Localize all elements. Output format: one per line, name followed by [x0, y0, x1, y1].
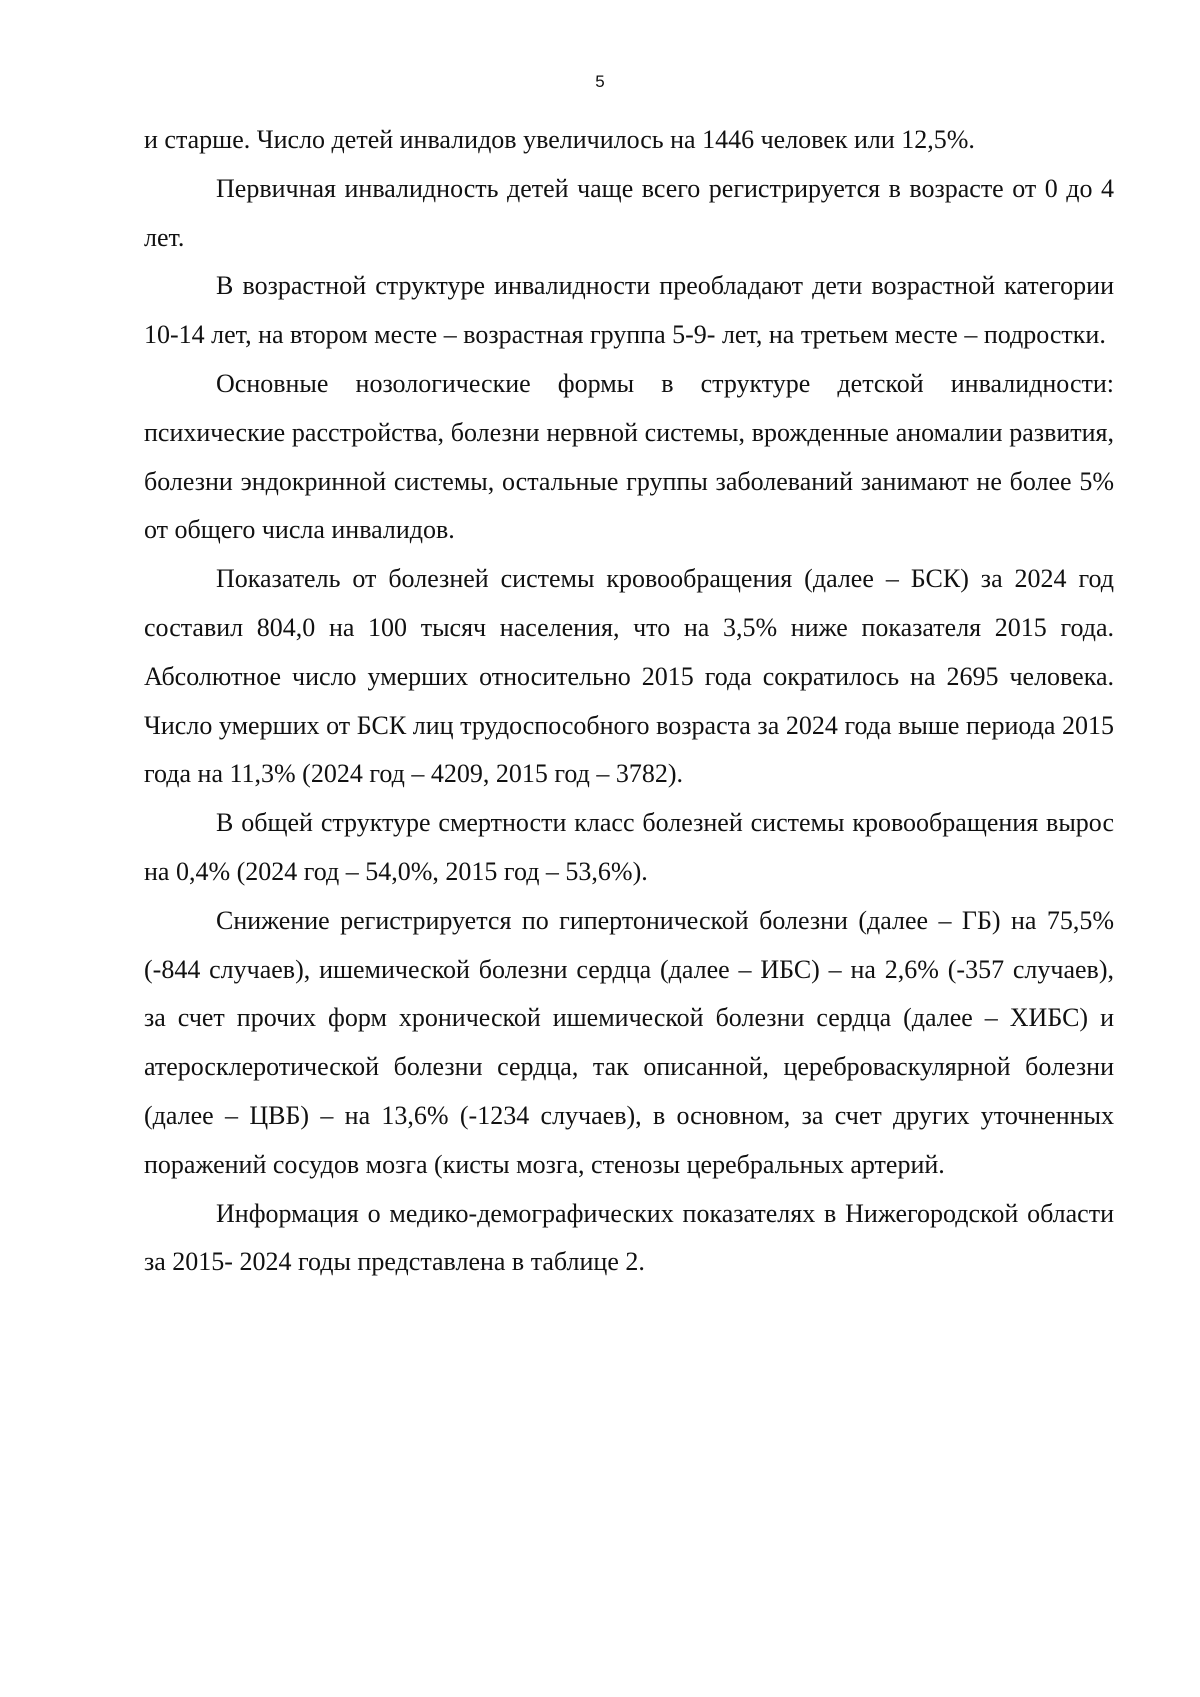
paragraph-disabled-children-count: и старше. Число детей инвалидов увеличилось на 1446 человек или 12,5%.	[144, 125, 975, 154]
paragraph-age-structure: В возрастной структуре инвалидности преобладают дети возрастной категории 10-14 лет, на втором месте – возрастная группа 5-9- лет, на третьем месте – подростки.	[144, 271, 1114, 350]
paragraph-nosological-forms: Основные нозологические формы в структуре детской инвалидности: психические расстройства, болезни нервной системы, врожденные аномалии развития, болезни эндокринной системы, остальные группы заболеваний занимают не более 5% от общего числа инвалидов.	[144, 368, 1114, 545]
page-number: 5	[595, 72, 605, 91]
paragraph-reduction-details: Снижение регистрируется по гипертонической болезни (далее – ГБ) на 75,5% (-844 случаев), ишемической болезни сердца (далее – ИБС) – на 2,6% (-357 случаев), за счет прочих форм хронической ишемической болезни сердца (далее – ХИБС) и атеросклеротической болезни сердца, так описанной, цереброваскулярной болезни (далее – ЦВБ) – на 13,6% (-1234 случаев), в основном, за счет других уточненных поражений сосудов мозга (кисты мозга, стенозы церебральных артерий.	[144, 905, 1114, 1179]
paragraph-mortality-structure: В общей структуре смертности класс болезней системы кровообращения вырос на 0,4% (2024 год – 54,0%, 2015 год – 53,6%).	[144, 808, 1114, 886]
paragraph-circulatory-mortality: Показатель от болезней системы кровообращения (далее – БСК) за 2024 год составил 804,0 на 100 тысяч населения, что на 3,5% ниже показателя 2015 года. Абсолютное число умерших относительно 2015 года сократилось на 2695 человека. Число умерших от БСК лиц трудоспособного возраста за 2024 года выше периода 2015 года на 11,3% (2024 год – 4209, 2015 год – 3782).	[144, 564, 1114, 789]
document-body	[144, 116, 1114, 1287]
paragraph-primary-disability-age: Первичная инвалидность детей чаще всего регистрируется в возрасте от 0 до 4 лет.	[144, 173, 1114, 252]
paragraph-table-reference: Информация о медико-демографических показателях в Нижегородской области за 2015- 2024 годы представлена в таблице 2.	[144, 1198, 1114, 1277]
